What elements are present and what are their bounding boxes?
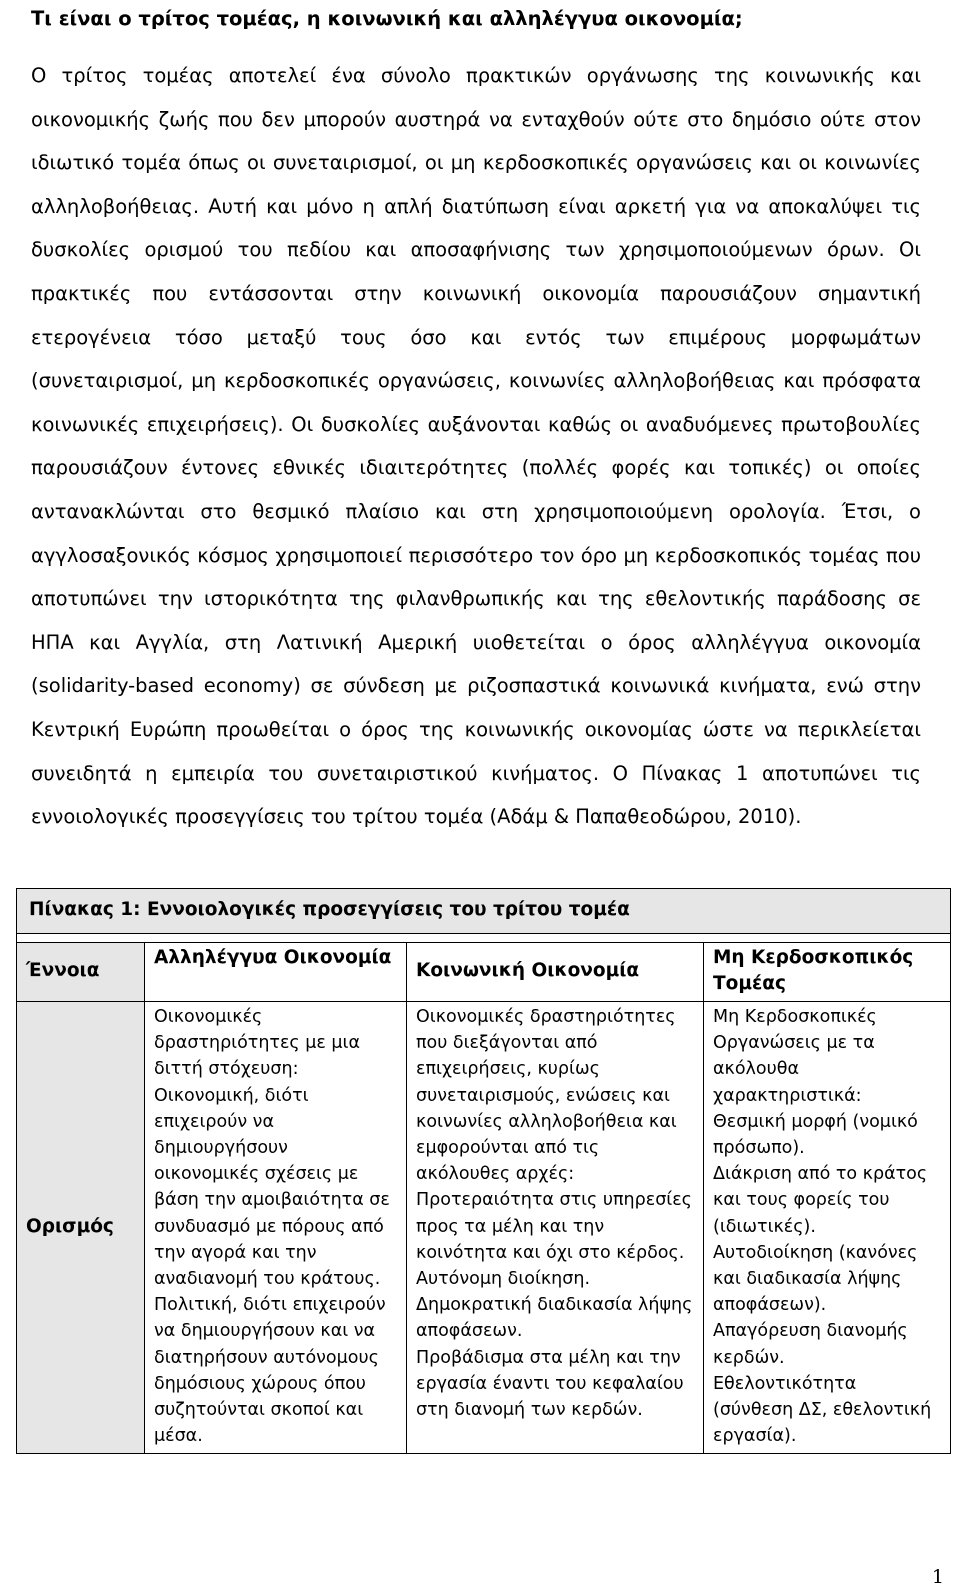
body-paragraph: Ο τρίτος τομέας αποτελεί ένα σύνολο πρακτικών οργάνωσης της κοινωνικής και οικονομικής ζωής που δεν μπορούν αυστηρά να ενταχθούν ούτε στο δημόσιο ούτε στον ιδιωτικό τομέα όπως οι συνεταιρισμοί, οι μη κερδοσκοπικές οργανώσεις και οι κοινωνίες αλληλοβοήθειας. Αυτή και μόνο η απλή διατύπωση είναι αρκετή για να αποκαλύψει τις δυσκολίες ορισμού του πεδίου και αποσαφήνισης των χρησιμοποιούμενων όρων. Οι πρακτικές που εντάσσονται στην κοινωνική οικονομία παρουσιάζουν σημαντική ετερογένεια τόσο μεταξύ τους όσο και εντός των επιμέρους μορφωμάτων (συνεταιρισμοί, μη κερδοσκοπικές οργανώσεις, κοινωνίες αλληλοβοήθειας και πρόσφατα κοινωνικές επιχειρήσεις). Οι δυσκολίες αυξάνονται καθώς οι αναδυόμενες πρωτοβουλίες παρουσιάζουν έντονες εθνικές ιδιαιτερότητες (πολλές φορές και τοπικές) οι οποίες αντανακλώνται στο θεσμικό πλαίσιο και στη χρησιμοποιούμενη ορολογία. Έτσι, ο αγγλοσαξονικός κόσμος χρησιμοποιεί περισσότερο τον όρο μη κερδοσκοπικός τομέας που αποτυπώνει την ιστορικότητα της φιλανθρωπικής και της εθελοντικής παράδοσης σε ΗΠΑ και Αγγλία, στη Λατινική Αμερική υιοθετείται ο όρος αλληλέγγυα οικονομία (solidarity-based economy) σε σύνδεση με ριζοσπαστικά κοινωνικά κινήματα, ενώ στην Κεντρική Ευρώπη προωθείται ο όρος της κοινωνικής οικονομίας ώστε να περικλείεται συνειδητά η εμπειρία του συνεταιριστικού κινήματος. Ο Πίνακας 1 αποτυπώνει τις εννοιολογικές προσεγγίσεις του τρίτου τομέα (Αδάμ & Παπαθεοδώρου, 2010). (31, 64, 921, 829)
definition-line: Οικονομικές δραστηριότητες που διεξάγονται από επιχειρήσεις, κυρίως συνεταιρισμούς, ενώσεις και κοινωνίες αλληλοβοήθεια και εμφορούνται από τις ακόλουθες αρχές: (416, 1007, 677, 1185)
nonprofit-definition-cell (704, 1002, 951, 1454)
definition-line: Δημοκρατική διαδικασία λήψης αποφάσεων. (416, 1295, 693, 1342)
header-nonprofit-sector: Μη Κερδοσκοπικός Τομέας (704, 943, 951, 1002)
header-social-economy: Κοινωνική Οικονομία (407, 943, 704, 1002)
definition-line: Προβάδισμα στα μέλη και την εργασία έναντι του κεφαλαίου στη διανομή των κερδών. (416, 1347, 684, 1421)
header-concept: Έννοια (17, 943, 145, 1002)
definition-line: Οικονομική, διότι επιχειρούν να δημιουργήσουν οικονομικές σχέσεις με βάση την αμοιβαιότητα σε συνδυασμό με πόρους από την αγορά και την αναδιανομή του κράτους. (154, 1085, 390, 1290)
definition-line: Μη Κερδοσκοπικές Οργανώσεις με τα ακόλουθα χαρακτηριστικά: (713, 1007, 877, 1106)
section-heading: Τι είναι ο τρίτος τομέας, η κοινωνική και αλληλέγγυα οικονομία; (31, 7, 743, 30)
row-label-definition: Ορισμός (17, 1002, 145, 1454)
definition-line: Πολιτική, διότι επιχειρούν να δημιουργήσουν και να διατηρήσουν αυτόνομους δημόσιους χώρους όπου συζητούνται σκοποί και μέσα. (154, 1295, 386, 1447)
definition-line: Θεσμική μορφή (νομικό πρόσωπο). (713, 1111, 918, 1159)
definition-line: Αυτοδιοίκηση (κανόνες και διαδικασία λήψης αποφάσεων). (713, 1242, 918, 1316)
definition-line: Οικονομικές δραστηριότητες με μια διττή στόχευση: (154, 1007, 361, 1080)
definition-line: Διάκριση από το κράτος και τους φορείς του (ιδιωτικές). (713, 1164, 928, 1237)
page-number: 1 (931, 1566, 944, 1588)
definition-line: Προτεραιότητα στις υπηρεσίες προς τα μέλη και την κοινότητα και όχι στο κέρδος. (416, 1190, 692, 1263)
social-definition-cell (407, 1002, 704, 1454)
definition-line: Απαγόρευση διανομής κερδών. (713, 1321, 908, 1368)
concepts-table (16, 888, 951, 1454)
definition-line: Εθελοντικότητα (σύνθεση ΔΣ, εθελοντική εργασία). (713, 1373, 932, 1447)
table-caption: Πίνακας 1: Εννοιολογικές προσεγγίσεις του τρίτου τομέα (17, 889, 951, 934)
header-solidarity-economy: Αλληλέγγυα Οικονομία (145, 943, 407, 1002)
definition-line: Αυτόνομη διοίκηση. (416, 1269, 591, 1290)
solidarity-definition-cell (145, 1002, 407, 1454)
